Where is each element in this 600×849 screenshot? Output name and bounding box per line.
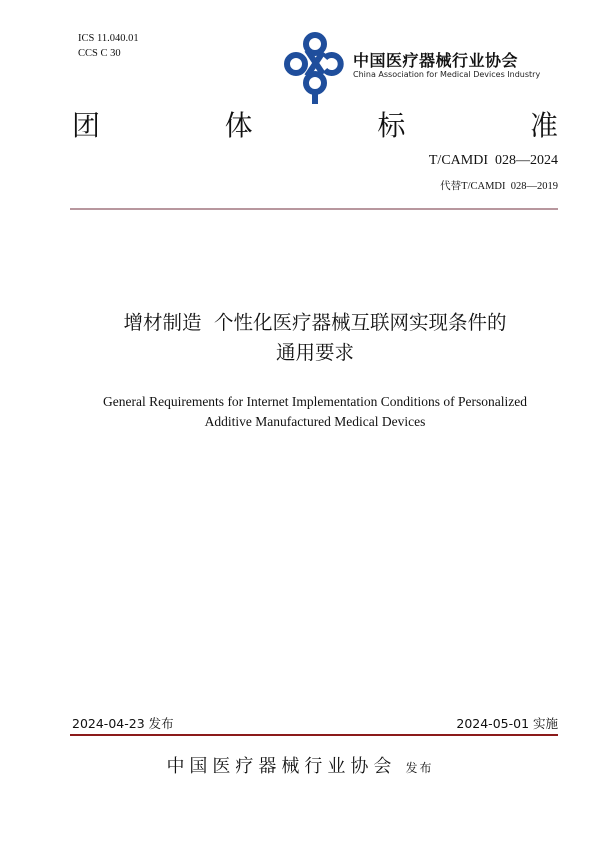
standard-type-char: 准	[529, 109, 558, 142]
title-en-line-2: Additive Manufactured Medical Devices	[204, 414, 426, 429]
ics-code: ICS 11.040.01	[78, 33, 139, 44]
header-divider	[70, 208, 558, 210]
china-knot-logo-icon	[281, 30, 349, 106]
publisher-line	[0, 752, 600, 778]
association-logo	[281, 30, 551, 106]
footer-divider	[70, 734, 558, 736]
implementation-date: 2024-05-01 实施	[456, 716, 558, 731]
standard-type-char: 标	[377, 109, 406, 142]
publisher-suffix: 发布	[405, 761, 434, 775]
title-chinese	[60, 308, 570, 368]
standard-number: T/CAMDI 028—2024	[428, 153, 558, 168]
issue-date: 2024-04-23 发布	[72, 716, 174, 731]
publisher-org: 中国医疗器械行业协会	[166, 756, 397, 777]
title-english	[50, 392, 580, 432]
classification-codes	[78, 31, 139, 61]
logo-name-cn: 中国医疗器械行业协会	[353, 51, 519, 70]
replaces-standard: 代替T/CAMDI 028—2019	[440, 181, 558, 192]
title-cn-line-2: 通用要求	[275, 341, 354, 364]
standard-type-char: 体	[224, 109, 253, 142]
title-en-line-1: General Requirements for Internet Implementation Conditions of Personalized	[102, 394, 527, 409]
logo-name-en: China Association for Medical Devices Industry	[353, 70, 541, 79]
ccs-code: CCS C 30	[78, 48, 121, 59]
standard-type-heading	[72, 108, 558, 144]
standard-type-char: 团	[72, 109, 101, 142]
title-cn-line-1: 增材制造 个性化医疗器械互联网实现条件的	[123, 311, 507, 334]
